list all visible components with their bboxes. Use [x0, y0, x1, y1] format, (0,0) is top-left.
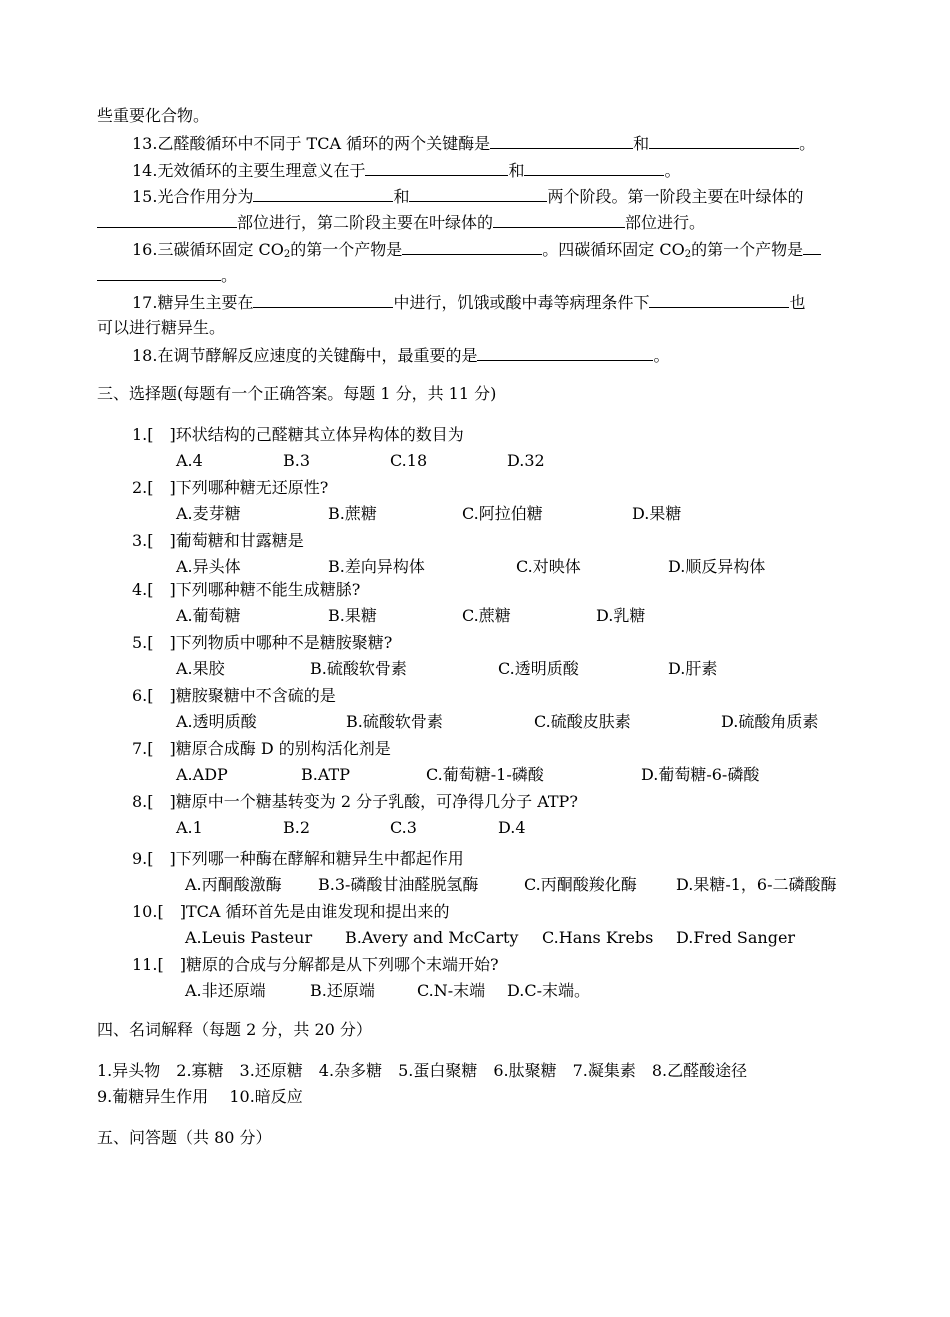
question-text: 下列哪种糖不能生成糖脎?: [175, 580, 361, 599]
option-c[interactable]: C.硫酸皮肤素: [534, 712, 631, 731]
answer-blank[interactable]: [97, 265, 221, 281]
question-14: 14.无效循环的主要生理意义在于 和 。: [132, 161, 681, 180]
option-c[interactable]: C.3: [390, 818, 417, 837]
mc-question: [132, 478, 328, 498]
question-text: 下列物质中哪种不是糖胺聚糖?: [175, 633, 393, 652]
option-a[interactable]: A.异头体: [176, 557, 241, 576]
question-text: TCA 循环首先是由谁发现和提出来的: [185, 902, 450, 921]
option-d[interactable]: D.32: [507, 451, 545, 470]
question-number: 10.: [132, 902, 158, 921]
answer-bracket[interactable]: [ ]: [147, 739, 176, 758]
mc-question: [132, 792, 578, 812]
answer-bracket[interactable]: [ ]: [147, 792, 176, 811]
mc-question: [132, 686, 336, 706]
answer-blank[interactable]: [649, 133, 799, 149]
question-15-cont: 部位进行，第二阶段主要在叶绿体的 部位进行。: [97, 212, 705, 233]
question-number: 5.: [132, 633, 148, 652]
option-a[interactable]: A.Leuis Pasteur: [185, 928, 313, 947]
question-number: 11.: [132, 955, 158, 974]
answer-blank[interactable]: [803, 239, 821, 255]
option-c[interactable]: C.阿拉伯糖: [462, 504, 543, 523]
option-c[interactable]: C.18: [390, 451, 428, 470]
option-c[interactable]: C.蔗糖: [462, 606, 511, 625]
mc-question: [132, 739, 391, 759]
option-d[interactable]: D.果糖: [632, 504, 682, 523]
answer-blank[interactable]: [409, 186, 547, 202]
terms-line-2: 9.葡糖异生作用 10.暗反应: [97, 1087, 303, 1106]
answer-blank[interactable]: [253, 292, 393, 308]
answer-bracket[interactable]: [ ]: [147, 531, 176, 550]
option-b[interactable]: B.ATP: [301, 765, 350, 784]
answer-bracket[interactable]: [ ]: [147, 686, 176, 705]
answer-blank[interactable]: [402, 239, 542, 255]
option-b[interactable]: B.硫酸软骨素: [346, 712, 443, 731]
option-d[interactable]: D.硫酸角质素: [721, 712, 819, 731]
section-5-title: 五、问答题（共 80 分）: [97, 1128, 272, 1147]
option-c[interactable]: C.丙酮酸羧化酶: [524, 875, 637, 894]
option-b[interactable]: B.还原端: [310, 981, 375, 1000]
question-17: 17.糖异生主要在 中进行，饥饿或酸中毒等病理条件下 也: [132, 293, 806, 312]
option-d[interactable]: D.葡萄糖-6-磷酸: [641, 765, 760, 784]
option-c[interactable]: C.葡萄糖-1-磷酸: [426, 765, 544, 784]
answer-bracket[interactable]: [ ]: [147, 425, 176, 444]
option-d[interactable]: D.乳糖: [596, 606, 646, 625]
question-number: 9.: [132, 849, 148, 868]
option-a[interactable]: A.麦芽糖: [176, 504, 241, 523]
option-d[interactable]: D.肝素: [668, 659, 718, 678]
option-a[interactable]: A.非还原端: [185, 981, 266, 1000]
question-text: 糖原中一个糖基转变为 2 分子乳酸，可净得几分子 ATP?: [175, 792, 578, 811]
question-text: 环状结构的己醛糖其立体异构体的数目为: [175, 425, 464, 444]
answer-blank[interactable]: [97, 212, 237, 228]
option-c[interactable]: C.透明质酸: [498, 659, 579, 678]
question-number: 6.: [132, 686, 148, 705]
section-4-title: 四、名词解释（每题 2 分，共 20 分）: [97, 1020, 372, 1039]
option-a[interactable]: A.丙酮酸激酶: [185, 875, 282, 894]
question-text: 糖原的合成与分解都是从下列哪个末端开始?: [185, 955, 499, 974]
mc-question: [132, 902, 450, 922]
question-13: 13.乙醛酸循环中不同于 TCA 循环的两个关键酶是 和 。: [132, 134, 816, 153]
option-a[interactable]: A.ADP: [176, 765, 228, 784]
option-a[interactable]: A.果胶: [176, 659, 225, 678]
option-b[interactable]: B.2: [283, 818, 311, 837]
option-d[interactable]: D.顺反异构体: [668, 557, 766, 576]
continuation-line: 些重要化合物。: [97, 106, 210, 125]
question-18: 18.在调节酵解反应速度的关键酶中，最重要的是 。: [132, 346, 670, 365]
question-text: 葡萄糖和甘露糖是: [175, 531, 304, 550]
option-c[interactable]: C.对映体: [516, 557, 581, 576]
question-number: 4.: [132, 580, 148, 599]
answer-blank[interactable]: [490, 133, 633, 149]
question-number: 3.: [132, 531, 148, 550]
option-d[interactable]: D.4: [498, 818, 526, 837]
mc-question: [132, 531, 304, 551]
option-c[interactable]: C.N-末端: [417, 981, 486, 1000]
option-a[interactable]: A.4: [176, 451, 203, 470]
answer-bracket[interactable]: [ ]: [157, 902, 186, 921]
mc-question: [132, 849, 464, 869]
answer-blank[interactable]: [524, 160, 664, 176]
option-d[interactable]: D.C-末端。: [507, 981, 590, 1000]
answer-blank[interactable]: [365, 160, 508, 176]
option-a[interactable]: A.1: [176, 818, 203, 837]
question-number: 2.: [132, 478, 148, 497]
question-text: 下列哪种糖无还原性?: [175, 478, 329, 497]
answer-bracket[interactable]: [ ]: [147, 580, 176, 599]
question-number: 8.: [132, 792, 148, 811]
option-b[interactable]: B.Avery and McCarty: [345, 928, 519, 947]
option-b[interactable]: B.蔗糖: [328, 504, 377, 523]
answer-blank[interactable]: [253, 186, 393, 202]
answer-bracket[interactable]: [ ]: [157, 955, 186, 974]
answer-blank[interactable]: [477, 345, 653, 361]
option-a[interactable]: A.透明质酸: [176, 712, 257, 731]
option-b[interactable]: B.果糖: [328, 606, 377, 625]
answer-blank[interactable]: [649, 292, 789, 308]
question-15: 15.光合作用分为 和 两个阶段。第一阶段主要在叶绿体的: [132, 187, 804, 206]
question-17-cont: 可以进行糖异生。: [97, 318, 226, 337]
option-b[interactable]: B.3: [283, 451, 311, 470]
option-b[interactable]: B.差向异构体: [328, 557, 425, 576]
option-c[interactable]: C.Hans Krebs: [542, 928, 654, 947]
question-16: 16.三碳循环固定 $CO_2$的第一个产物是 。四碳循环固定 $CO_2$的第一个产物是: [132, 239, 821, 265]
question-text: 糖原合成酶 D 的别构活化剂是: [175, 739, 391, 758]
option-d[interactable]: D.果糖-1，6-二磷酸酶: [676, 875, 837, 894]
answer-bracket[interactable]: [ ]: [147, 478, 176, 497]
option-b[interactable]: B.3-磷酸甘油醛脱氢酶: [318, 875, 479, 894]
answer-bracket[interactable]: [ ]: [147, 849, 176, 868]
question-text: 糖胺聚糖中不含硫的是: [175, 686, 336, 705]
question-number: 7.: [132, 739, 148, 758]
section-3-title: 三、选择题(每题有一个正确答案。每题 1 分，共 11 分): [97, 384, 497, 403]
option-b[interactable]: B.硫酸软骨素: [310, 659, 407, 678]
question-text: 下列哪一种酶在酵解和糖异生中都起作用: [175, 849, 464, 868]
mc-question: [132, 633, 392, 653]
mc-question: [132, 425, 464, 445]
mc-question: [132, 580, 360, 600]
terms-line-1: 1.异头物 2.寡糖 3.还原糖 4.杂多糖 5.蛋白聚糖 6.肽聚糖 7.凝集素 8.乙醛酸途径: [97, 1061, 748, 1080]
answer-blank[interactable]: [493, 212, 625, 228]
option-a[interactable]: A.葡萄糖: [176, 606, 241, 625]
mc-question: [132, 955, 499, 975]
option-d[interactable]: D.Fred Sanger: [676, 928, 796, 947]
question-number: 1.: [132, 425, 148, 444]
answer-bracket[interactable]: [ ]: [147, 633, 176, 652]
question-16-cont: 。: [97, 265, 237, 286]
